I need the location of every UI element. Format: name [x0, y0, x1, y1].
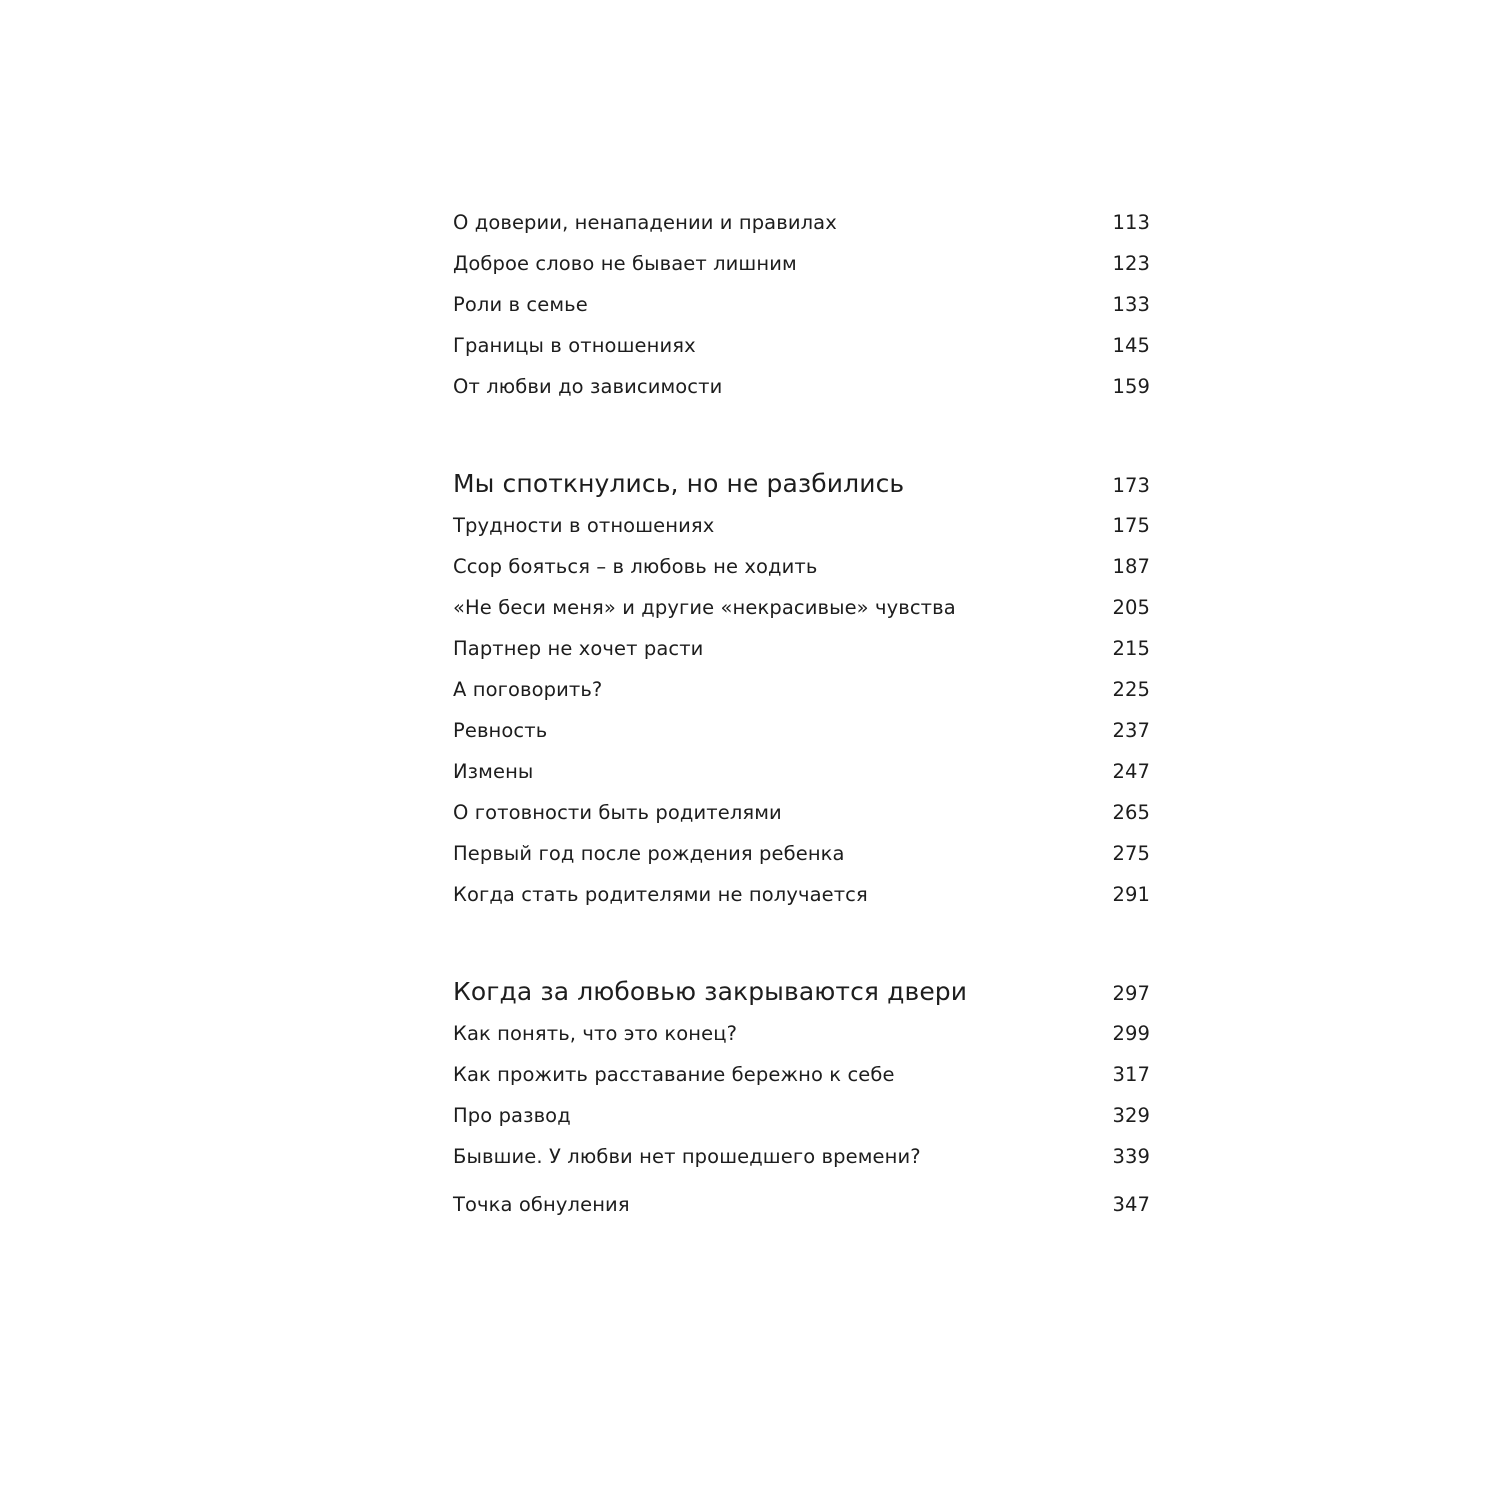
toc-entry-page: 299	[1112, 1022, 1150, 1045]
toc-entry-title: «Не беси меня» и другие «некрасивые» чувства	[453, 596, 956, 619]
toc-entry-page: 247	[1112, 760, 1150, 783]
toc-entry-title: Как прожить расставание бережно к себе	[453, 1063, 895, 1086]
toc-entry	[453, 760, 1150, 783]
toc-entry	[453, 883, 1150, 906]
toc-entry-title: О готовности быть родителями	[453, 801, 782, 824]
table-of-contents	[453, 0, 1150, 1500]
toc-entry-page: 215	[1112, 637, 1150, 660]
toc-entry	[453, 1022, 1150, 1045]
toc-entry-title: От любви до зависимости	[453, 375, 723, 398]
toc-entry	[453, 293, 1150, 316]
toc-entry-page: 113	[1112, 211, 1150, 234]
toc-entry-title: Роли в семье	[453, 293, 588, 316]
toc-entry-page: 205	[1112, 596, 1150, 619]
toc-section-page: 297	[1112, 982, 1150, 1005]
toc-entry	[453, 842, 1150, 865]
toc-entry-page: 317	[1112, 1063, 1150, 1086]
toc-entry	[453, 555, 1150, 578]
toc-entry	[453, 1063, 1150, 1086]
toc-entry-page: 265	[1112, 801, 1150, 824]
toc-entry-title: Точка обнуления	[453, 1193, 630, 1216]
toc-section-heading	[453, 469, 1150, 498]
toc-entry-page: 347	[1112, 1193, 1150, 1216]
toc-entry	[453, 637, 1150, 660]
toc-entry	[453, 211, 1150, 234]
toc-section-page: 173	[1112, 474, 1150, 497]
toc-entry	[453, 1193, 1150, 1216]
toc-entry-title: Партнер не хочет расти	[453, 637, 704, 660]
toc-section-heading	[453, 977, 1150, 1006]
toc-entry-title: Границы в отношениях	[453, 334, 696, 357]
toc-entry-title: Измены	[453, 760, 534, 783]
toc-entry	[453, 801, 1150, 824]
toc-entry-title: Ревность	[453, 719, 548, 742]
toc-entry	[453, 719, 1150, 742]
toc-entry-page: 225	[1112, 678, 1150, 701]
toc-entry-title: Ссор бояться – в любовь не ходить	[453, 555, 818, 578]
toc-entry-title: Как понять, что это конец?	[453, 1022, 738, 1045]
toc-entry-page: 291	[1112, 883, 1150, 906]
toc-entry-title: А поговорить?	[453, 678, 603, 701]
toc-entry	[453, 1104, 1150, 1127]
toc-section-title: Мы споткнулись, но не разбились	[453, 469, 905, 498]
toc-entry-page: 123	[1112, 252, 1150, 275]
toc-entry-title: Когда стать родителями не получается	[453, 883, 868, 906]
toc-entry	[453, 375, 1150, 398]
toc-entry-title: Трудности в отношениях	[453, 514, 715, 537]
toc-entry-page: 145	[1112, 334, 1150, 357]
toc-entry	[453, 678, 1150, 701]
toc-entry-title: О доверии, ненападении и правилах	[453, 211, 837, 234]
toc-entry-page: 237	[1112, 719, 1150, 742]
toc-entry-title: Первый год после рождения ребенка	[453, 842, 845, 865]
toc-entry-page: 175	[1112, 514, 1150, 537]
toc-section-title: Когда за любовью закрываются двери	[453, 977, 968, 1006]
toc-entry-title: Бывшие. У любви нет прошедшего времени?	[453, 1145, 921, 1168]
toc-entry-page: 187	[1112, 555, 1150, 578]
toc-entry	[453, 252, 1150, 275]
toc-entry	[453, 596, 1150, 619]
toc-entry-title: Доброе слово не бывает лишним	[453, 252, 797, 275]
toc-entry	[453, 1145, 1150, 1168]
toc-entry-page: 133	[1112, 293, 1150, 316]
toc-entry-title: Про развод	[453, 1104, 571, 1127]
toc-entry	[453, 334, 1150, 357]
toc-entry-page: 275	[1112, 842, 1150, 865]
toc-entry-page: 159	[1112, 375, 1150, 398]
toc-entry-page: 339	[1112, 1145, 1150, 1168]
toc-entry	[453, 514, 1150, 537]
toc-entry-page: 329	[1112, 1104, 1150, 1127]
